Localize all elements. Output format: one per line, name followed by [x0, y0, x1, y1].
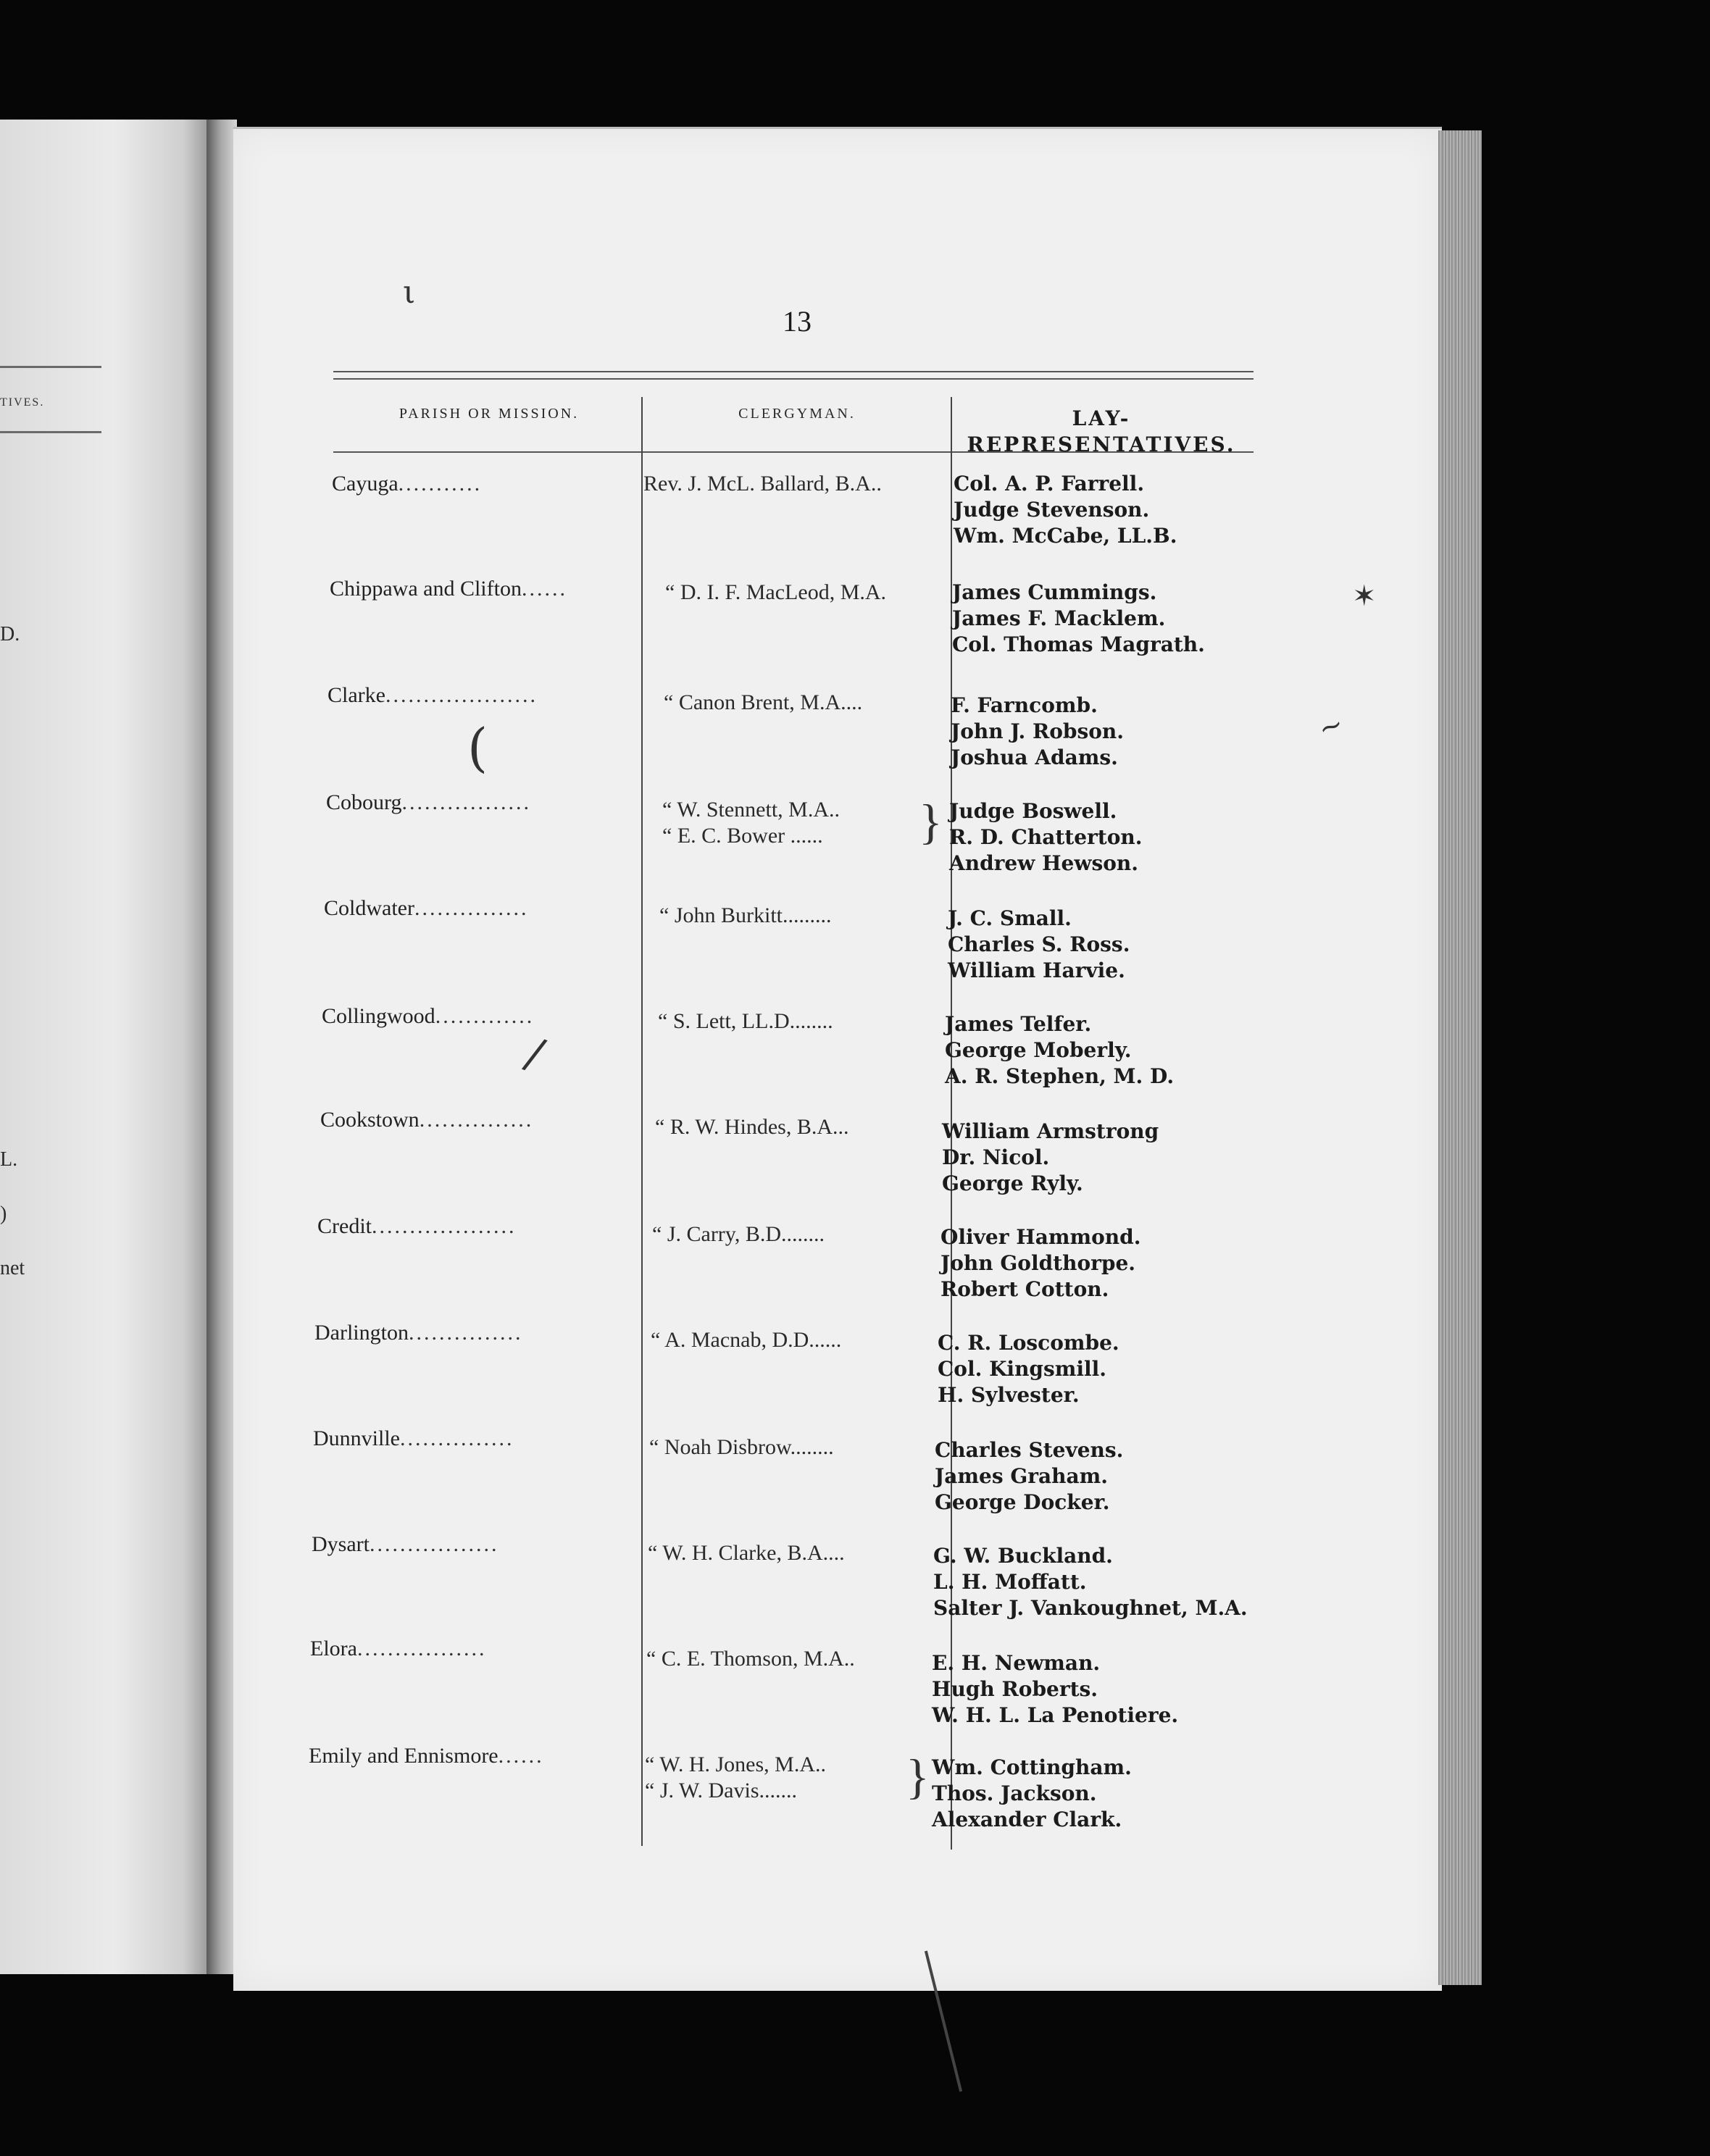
lay-representative: Col. Thomas Magrath.	[952, 632, 1205, 656]
clergyman: “ W. H. Jones, M.A..	[645, 1752, 827, 1776]
page-edges	[1438, 130, 1482, 1985]
parish-name: Collingwood.............	[322, 1004, 535, 1028]
lay-representative: Salter J. Vankoughnet, M.A.	[933, 1596, 1248, 1620]
brace-mark: }	[906, 1749, 930, 1804]
lay-representative: George Ryly.	[942, 1171, 1083, 1195]
lay-representative: Judge Boswell.	[949, 799, 1117, 823]
clergyman: “ Noah Disbrow........	[649, 1435, 834, 1459]
facing-page-fragment: L.	[0, 1148, 18, 1171]
lay-representatives	[940, 1224, 1140, 1303]
lay-representative: Charles S. Ross.	[948, 932, 1130, 956]
clergyman: “ C. E. Thomson, M.A..	[646, 1647, 855, 1671]
facing-page	[0, 120, 209, 1974]
lay-representatives	[945, 1011, 1174, 1090]
lay-representative: Robert Cotton.	[940, 1277, 1109, 1301]
column-header-parish: PARISH OR MISSION.	[399, 406, 580, 422]
clergyman: “ D. I. F. MacLeod, M.A.	[665, 580, 887, 604]
lay-representatives	[951, 693, 1124, 771]
lay-representatives	[932, 1650, 1178, 1729]
lay-representative: Thos. Jackson.	[932, 1781, 1097, 1805]
clergyman: “ A. Macnab, D.D......	[651, 1328, 842, 1352]
lay-representative: George Moberly.	[945, 1038, 1132, 1062]
brace-mark: }	[919, 794, 943, 849]
lay-representative: William Armstrong	[942, 1119, 1159, 1143]
parish-name: Darlington...............	[314, 1321, 523, 1345]
parish-name: Chippawa and Clifton......	[330, 577, 567, 601]
clergyman: “ W. Stennett, M.A..	[662, 798, 840, 822]
clergyman: “ S. Lett, LL.D........	[658, 1009, 833, 1033]
clergyman: “ E. C. Bower ......	[662, 824, 823, 848]
lay-representative: Judge Stevenson.	[954, 498, 1150, 522]
parish-name: Cayuga...........	[332, 472, 483, 496]
lay-representatives	[949, 798, 1142, 877]
lay-representative: John Goldthorpe.	[940, 1251, 1136, 1275]
header-rule	[333, 378, 1254, 380]
pencil-mark: ι	[403, 274, 416, 311]
lay-representative: George Docker.	[935, 1490, 1110, 1514]
parish-name: Coldwater...............	[324, 896, 529, 920]
column-header-clergyman: CLERGYMAN.	[738, 406, 856, 422]
lay-representative: Hugh Roberts.	[932, 1677, 1098, 1701]
facing-page-rule	[0, 431, 101, 433]
parish-name: Emily and Ennismore......	[309, 1744, 544, 1768]
lay-representative: James Graham.	[935, 1464, 1109, 1488]
parish-name: Credit...................	[317, 1214, 517, 1238]
ink-blot: ✶	[1352, 580, 1377, 613]
lay-representative: F. Farncomb.	[951, 693, 1098, 717]
parish-name: Dunnville...............	[313, 1426, 514, 1450]
book-gutter	[207, 120, 237, 1974]
lay-representative: John J. Robson.	[951, 719, 1125, 743]
lay-representative: Wm. McCabe, LL.B.	[954, 524, 1177, 548]
lay-representative: Charles Stevens.	[935, 1438, 1124, 1462]
pencil-mark: (	[467, 717, 488, 778]
lay-representative: G. W. Buckland.	[933, 1544, 1113, 1568]
parish-name: Cobourg.................	[326, 790, 531, 814]
page-number: 13	[783, 305, 812, 338]
lay-representative: H. Sylvester.	[938, 1383, 1080, 1407]
lay-representative: James Telfer.	[945, 1012, 1092, 1036]
lay-representative: Oliver Hammond.	[940, 1225, 1141, 1249]
column-header-lay-representatives: LAY-REPRESENTATIVES.	[967, 406, 1236, 456]
facing-page-header-fragment: TIVES.	[0, 396, 45, 409]
clergyman: Rev. J. McL. Ballard, B.A..	[643, 472, 882, 496]
lay-representatives	[938, 1330, 1119, 1408]
clergyman: “ W. H. Clarke, B.A....	[648, 1541, 845, 1565]
lay-representative: Alexander Clark.	[932, 1808, 1122, 1831]
header-rule	[333, 371, 1254, 372]
clergyman: “ J. Carry, B.D........	[652, 1222, 825, 1246]
parish-name: Elora.................	[310, 1637, 487, 1660]
lay-representative: James Cummings.	[952, 580, 1157, 604]
lay-representatives	[948, 906, 1130, 984]
pencil-mark: ~	[1314, 706, 1348, 747]
lay-representative: Dr. Nicol.	[942, 1145, 1050, 1169]
clergyman: “ J. W. Davis.......	[645, 1779, 797, 1802]
lay-representatives	[932, 1755, 1132, 1833]
lay-representatives	[952, 580, 1205, 658]
lay-representative: R. D. Chatterton.	[949, 825, 1143, 849]
facing-page-fragment: )	[0, 1203, 7, 1225]
lay-representative: Col. Kingsmill.	[938, 1357, 1107, 1381]
parish-name: Dysart.................	[312, 1532, 499, 1556]
clergyman: “ John Burkitt.........	[659, 903, 832, 927]
facing-page-rule	[0, 366, 101, 368]
lay-representatives	[942, 1119, 1159, 1197]
lay-representative: C. R. Loscombe.	[938, 1331, 1119, 1355]
lay-representative: L. H. Moffatt.	[933, 1570, 1087, 1594]
lay-representative: Andrew Hewson.	[949, 851, 1138, 875]
clergyman: “ R. W. Hindes, B.A...	[655, 1115, 849, 1139]
clergyman: “ Canon Brent, M.A....	[664, 690, 863, 714]
lay-representatives	[933, 1543, 1248, 1621]
lay-representative: William Harvie.	[948, 958, 1125, 982]
lay-representative: E. H. Newman.	[932, 1651, 1101, 1675]
lay-representative: J. C. Small.	[948, 906, 1072, 930]
pencil-mark: /	[519, 1027, 551, 1081]
lay-representative: A. R. Stephen, M. D.	[945, 1064, 1175, 1088]
lay-representative: James F. Macklem.	[952, 606, 1166, 630]
facing-page-fragment: D.	[0, 623, 20, 645]
lay-representatives	[935, 1437, 1123, 1516]
lay-representative: Joshua Adams.	[951, 745, 1118, 769]
facing-page-fragment: net	[0, 1257, 25, 1279]
parish-name: Clarke....................	[328, 683, 538, 707]
lay-representative: Wm. Cottingham.	[932, 1755, 1132, 1779]
lay-representative: Col. A. P. Farrell.	[954, 472, 1145, 496]
lay-representatives	[954, 471, 1177, 549]
parish-name: Cookstown...............	[320, 1108, 534, 1132]
column-divider	[641, 397, 643, 1846]
lay-representative: W. H. L. La Penotiere.	[932, 1703, 1179, 1727]
